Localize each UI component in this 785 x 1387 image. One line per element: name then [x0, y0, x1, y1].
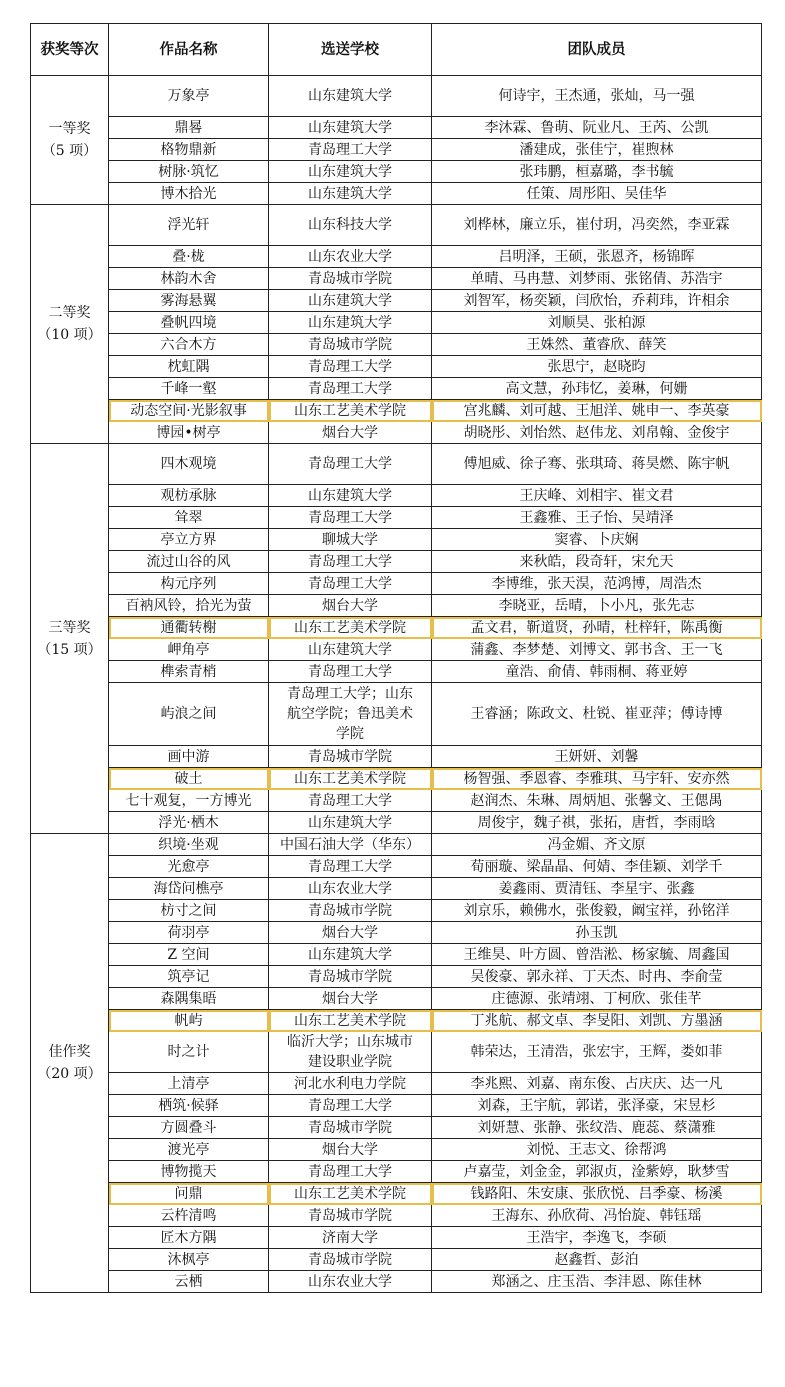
team-members-cell: 李兆熙、刘嘉、南东俊、占庆庆、达一凡	[432, 1073, 762, 1095]
award-level-count: （5 项）	[41, 143, 98, 159]
school-cell: 中国石油大学（华东）	[269, 834, 432, 856]
table-row	[31, 551, 762, 573]
team-members-cell: 卢嘉莹，刘金金，郭淑贞，淦紫婷，耿梦雪	[432, 1161, 762, 1183]
award-level-name: 三等奖	[48, 619, 91, 636]
work-name-cell: 千峰一壑	[109, 378, 269, 400]
school-cell: 山东农业大学	[269, 878, 432, 900]
team-members-cell: 刘桦林，廉立乐，崔付玥，冯奕然，李亚霖	[432, 205, 762, 246]
work-name-cell: 问鼎	[109, 1183, 269, 1205]
work-name-cell: 屿浪之间	[109, 683, 269, 746]
table-row	[31, 117, 762, 139]
school-cell: 青岛城市学院	[269, 900, 432, 922]
work-name-cell: 筑亭记	[109, 966, 269, 988]
school-cell: 青岛理工大学	[269, 507, 432, 529]
school-cell: 山东建筑大学	[269, 812, 432, 834]
school-line: 临沂大学；山东城市	[287, 1034, 413, 1050]
work-name-cell: 鼎晷	[109, 117, 269, 139]
table-row	[31, 812, 762, 834]
team-members-cell: 刘悦、王志文、徐帮鸿	[432, 1139, 762, 1161]
table-row	[31, 1249, 762, 1271]
team-members-cell: 王海东、孙欣荷、冯怡旋、韩钰瑶	[432, 1205, 762, 1227]
table-row	[31, 617, 762, 639]
award-level-name: 佳作奖	[48, 1044, 91, 1060]
school-cell: 青岛城市学院	[269, 1249, 432, 1271]
award-level-name: 二等奖	[48, 305, 91, 321]
team-members-cell: 张玮鹏，桓嘉璐，李书毓	[432, 161, 762, 183]
school-cell: 青岛理工大学	[269, 356, 432, 378]
work-name-cell: 云杵清鸣	[109, 1205, 269, 1227]
table-row	[31, 746, 762, 768]
team-members-cell: 赵润杰、朱琳、周炳旭、张馨文、王偲禺	[432, 790, 762, 812]
award-level-count: （10 项）	[37, 327, 102, 343]
school-cell: 烟台大学	[269, 988, 432, 1010]
work-name-cell: 林韵木舍	[109, 268, 269, 290]
school-line: 航空学院；鲁迅美术	[287, 706, 413, 722]
school-cell: 山东工艺美术学院	[269, 1010, 432, 1032]
school-cell: 山东工艺美术学院	[269, 617, 432, 639]
table-row	[31, 76, 762, 117]
team-members-cell: 宫兆麟、刘可越、王旭洋、姚申一、李英豪	[432, 400, 762, 422]
work-name-cell: 枕虹隅	[109, 356, 269, 378]
work-name-cell: 时之计	[109, 1032, 269, 1073]
work-name-cell: 动态空间·光影叙事	[109, 400, 269, 422]
work-name-cell: 四木观境	[109, 444, 269, 485]
table-row	[31, 595, 762, 617]
table-row	[31, 1073, 762, 1095]
school-cell: 青岛理工大学	[269, 139, 432, 161]
school-cell: 青岛城市学院	[269, 334, 432, 356]
team-members-cell: 吴俊豪、郭永祥、丁天杰、时冉、李俞莹	[432, 966, 762, 988]
school-cell: 山东建筑大学	[269, 639, 432, 661]
work-name-cell: 岬角亭	[109, 639, 269, 661]
work-name-cell: 上清亭	[109, 1073, 269, 1095]
school-cell: 山东建筑大学	[269, 944, 432, 966]
work-name-cell: Z 空间	[109, 944, 269, 966]
work-name-cell: 海岱问樵亭	[109, 878, 269, 900]
work-name-cell: 枋寸之间	[109, 900, 269, 922]
team-members-cell: 姜鑫雨、贾清钰、李星宇、张鑫	[432, 878, 762, 900]
team-members-cell: 王妍妍、刘馨	[432, 746, 762, 768]
table-row	[31, 400, 762, 422]
team-members-cell: 李沐霖、鲁萌、阮业凡、王芮、公凯	[432, 117, 762, 139]
school-cell: 山东建筑大学	[269, 290, 432, 312]
table-row	[31, 1161, 762, 1183]
table-row	[31, 485, 762, 507]
table-row	[31, 988, 762, 1010]
team-members-cell: 刘森，王宇航，郭诺，张泽豪，宋昱杉	[432, 1095, 762, 1117]
table-row	[31, 1183, 762, 1205]
work-name-cell: 栖筑·候驿	[109, 1095, 269, 1117]
school-cell: 聊城大学	[269, 529, 432, 551]
school-cell: 青岛理工大学	[269, 790, 432, 812]
school-cell: 青岛城市学院	[269, 746, 432, 768]
school-cell	[269, 683, 432, 746]
table-row	[31, 790, 762, 812]
team-members-cell: 孙玉凯	[432, 922, 762, 944]
school-cell: 山东农业大学	[269, 1271, 432, 1293]
header-school: 选送学校	[269, 24, 432, 76]
work-name-cell: 浮光·栖木	[109, 812, 269, 834]
team-members-cell: 王鑫雅、王子怡、吴靖泽	[432, 507, 762, 529]
school-cell: 青岛理工大学	[269, 1161, 432, 1183]
school-cell: 烟台大学	[269, 422, 432, 444]
table-row	[31, 639, 762, 661]
team-members-cell: 刘妍慧、张静、张纹浩、鹿蕊、蔡潇雅	[432, 1117, 762, 1139]
school-cell: 山东工艺美术学院	[269, 400, 432, 422]
school-cell: 济南大学	[269, 1227, 432, 1249]
school-line: 学院	[336, 726, 364, 742]
work-name-cell: 构元序列	[109, 573, 269, 595]
team-members-cell: 荀丽璇、梁晶晶、何婧、李佳颖、刘学千	[432, 856, 762, 878]
table-row	[31, 529, 762, 551]
school-line: 建设职业学院	[308, 1054, 392, 1070]
table-row	[31, 1032, 762, 1073]
team-members-cell: 钱路阳、朱安康、张欣悦、吕季豪、杨溪	[432, 1183, 762, 1205]
school-cell: 青岛理工大学	[269, 551, 432, 573]
team-members-cell: 刘京乐，赖佛水，张俊毅，阚宝祥，孙铭洋	[432, 900, 762, 922]
work-name-cell: 榫索青梢	[109, 661, 269, 683]
table-row	[31, 1227, 762, 1249]
school-cell: 青岛城市学院	[269, 1205, 432, 1227]
table-row	[31, 661, 762, 683]
award-level-cell	[31, 76, 109, 205]
work-name-cell: 方圆叠斗	[109, 1117, 269, 1139]
work-name-cell: 沐枫亭	[109, 1249, 269, 1271]
work-name-cell: 博木拾光	[109, 183, 269, 205]
school-cell: 青岛理工大学	[269, 573, 432, 595]
team-members-cell: 周俊宇，魏子祺，张拓，唐哲，李雨晗	[432, 812, 762, 834]
work-name-cell: 万象亭	[109, 76, 269, 117]
table-row	[31, 573, 762, 595]
table-row	[31, 444, 762, 485]
table-row	[31, 507, 762, 529]
table-row	[31, 312, 762, 334]
work-name-cell: 耸翠	[109, 507, 269, 529]
work-name-cell: 流过山谷的风	[109, 551, 269, 573]
table-row	[31, 683, 762, 746]
team-members-cell: 刘顺昊、张柏源	[432, 312, 762, 334]
team-members-cell: 单晴、马冉慧、刘梦雨、张铭倩、苏浩宇	[432, 268, 762, 290]
table-row	[31, 161, 762, 183]
school-cell: 山东工艺美术学院	[269, 768, 432, 790]
team-members-cell: 赵鑫哲、彭泊	[432, 1249, 762, 1271]
header-work: 作品名称	[109, 24, 269, 76]
school-line: 青岛理工大学；山东	[287, 686, 413, 702]
work-name-cell: 画中游	[109, 746, 269, 768]
team-members-cell: 窦睿、卜庆娴	[432, 529, 762, 551]
work-name-cell: 亭立方界	[109, 529, 269, 551]
work-name-cell: 森隅集晤	[109, 988, 269, 1010]
work-name-cell: 光愈亭	[109, 856, 269, 878]
work-name-cell: 七十观复，一方博光	[109, 790, 269, 812]
team-members-cell: 高文慧，孙玮忆，姜琳，何姗	[432, 378, 762, 400]
table-row	[31, 1095, 762, 1117]
school-cell: 山东建筑大学	[269, 312, 432, 334]
table-row	[31, 944, 762, 966]
work-name-cell: 观枋承脉	[109, 485, 269, 507]
work-name-cell: 帆屿	[109, 1010, 269, 1032]
table-row	[31, 966, 762, 988]
work-name-cell: 博物揽天	[109, 1161, 269, 1183]
team-members-cell: 吕明泽，王硕，张恩齐，杨锦晖	[432, 246, 762, 268]
work-name-cell: 匠木方隅	[109, 1227, 269, 1249]
school-cell: 山东建筑大学	[269, 485, 432, 507]
school-cell: 山东建筑大学	[269, 183, 432, 205]
table-row	[31, 290, 762, 312]
team-members-cell: 童浩、俞倩、韩雨桐、蒋亚婷	[432, 661, 762, 683]
team-members-cell: 李晓亚，岳晴，卜小凡，张先志	[432, 595, 762, 617]
team-members-cell: 来秋皓，段奇轩，宋允天	[432, 551, 762, 573]
table-row	[31, 139, 762, 161]
header-award: 获奖等次	[31, 24, 109, 76]
school-cell: 青岛城市学院	[269, 268, 432, 290]
table-row	[31, 834, 762, 856]
table-row	[31, 1117, 762, 1139]
work-name-cell: 云栖	[109, 1271, 269, 1293]
work-name-cell: 叠·栊	[109, 246, 269, 268]
team-members-cell: 郑涵之、庄玉浩、李沣恩、陈佳林	[432, 1271, 762, 1293]
team-members-cell: 胡晓彤、刘怡然、赵伟龙、刘帛翰、金俊宇	[432, 422, 762, 444]
team-members-cell: 王维昊、叶方圆、曾浩淞、杨家毓、周鑫国	[432, 944, 762, 966]
team-members-cell: 傅旭威、徐子骞、张琪琦、蒋昊燃、陈宇帆	[432, 444, 762, 485]
table-row	[31, 768, 762, 790]
table-row	[31, 1271, 762, 1293]
school-cell: 烟台大学	[269, 1139, 432, 1161]
table-row	[31, 205, 762, 246]
school-cell: 山东农业大学	[269, 246, 432, 268]
work-name-cell: 通衢转榭	[109, 617, 269, 639]
team-members-cell: 冯金媚、齐文原	[432, 834, 762, 856]
team-members-cell: 孟文君，靳道贤，孙晴，杜梓轩，陈禹衡	[432, 617, 762, 639]
work-name-cell: 渡光亭	[109, 1139, 269, 1161]
team-members-cell: 王浩宇，李逸飞，李硕	[432, 1227, 762, 1249]
work-name-cell: 织境·坐观	[109, 834, 269, 856]
team-members-cell: 何诗宇，王杰通，张灿，马一强	[432, 76, 762, 117]
header-team: 团队成员	[432, 24, 762, 76]
award-level-cell	[31, 205, 109, 444]
school-cell: 青岛理工大学	[269, 444, 432, 485]
table-row	[31, 334, 762, 356]
school-cell: 山东工艺美术学院	[269, 1183, 432, 1205]
team-members-cell: 任策、周彤阳、吴佳华	[432, 183, 762, 205]
school-cell: 青岛城市学院	[269, 1117, 432, 1139]
award-level-name: 一等奖	[48, 121, 91, 137]
school-cell: 山东建筑大学	[269, 117, 432, 139]
team-members-cell: 庄德源、张靖翊、丁柯欣、张佳芊	[432, 988, 762, 1010]
table-row	[31, 356, 762, 378]
table-row	[31, 856, 762, 878]
team-members-cell: 张思宁，赵晓昀	[432, 356, 762, 378]
table-row	[31, 246, 762, 268]
work-name-cell: 六合木方	[109, 334, 269, 356]
award-table	[30, 23, 762, 1293]
school-cell: 山东建筑大学	[269, 76, 432, 117]
school-cell: 山东科技大学	[269, 205, 432, 246]
work-name-cell: 浮光轩	[109, 205, 269, 246]
team-members-cell: 李博维，张天淏，范鸿博，周浩杰	[432, 573, 762, 595]
table-row	[31, 1139, 762, 1161]
school-cell: 青岛理工大学	[269, 1095, 432, 1117]
school-cell: 河北水利电力学院	[269, 1073, 432, 1095]
school-cell	[269, 1032, 432, 1073]
school-cell: 烟台大学	[269, 595, 432, 617]
table-row	[31, 1205, 762, 1227]
table-row	[31, 268, 762, 290]
award-table-body	[31, 76, 762, 1293]
table-row	[31, 378, 762, 400]
table-row	[31, 1010, 762, 1032]
school-cell: 山东建筑大学	[269, 161, 432, 183]
award-level-cell	[31, 834, 109, 1293]
work-name-cell: 博园•树亭	[109, 422, 269, 444]
header-row	[31, 24, 762, 76]
school-cell: 青岛理工大学	[269, 856, 432, 878]
table-row	[31, 183, 762, 205]
team-members-cell: 韩荣达，王清浩，张宏宇，王辉，娄如菲	[432, 1032, 762, 1073]
school-cell: 青岛理工大学	[269, 661, 432, 683]
work-name-cell: 荷羽亭	[109, 922, 269, 944]
team-members-cell: 丁兆航、郝文卓、李旻阳、刘凯、方墨涵	[432, 1010, 762, 1032]
work-name-cell: 破土	[109, 768, 269, 790]
team-members-cell: 蒲鑫、李梦楚、刘博文、郭书含、王一飞	[432, 639, 762, 661]
school-cell: 青岛理工大学	[269, 378, 432, 400]
award-level-count: （15 项）	[37, 641, 102, 658]
table-row	[31, 878, 762, 900]
work-name-cell: 树脉·筑忆	[109, 161, 269, 183]
work-name-cell: 叠帆四境	[109, 312, 269, 334]
team-members-cell: 王睿涵；陈政文、杜锐、崔亚萍；傅诗博	[432, 683, 762, 746]
work-name-cell: 格物鼎新	[109, 139, 269, 161]
team-members-cell: 王庆峰、刘相宇、崔文君	[432, 485, 762, 507]
award-level-cell	[31, 444, 109, 834]
work-name-cell: 雾海悬翼	[109, 290, 269, 312]
table-row	[31, 422, 762, 444]
work-name-cell: 百衲风铃，拾光为萤	[109, 595, 269, 617]
table-row	[31, 922, 762, 944]
table-row	[31, 900, 762, 922]
team-members-cell: 杨智强、季恩睿、李雅琪、马宇轩、安亦然	[432, 768, 762, 790]
team-members-cell: 潘建成，张佳宁，崔煦林	[432, 139, 762, 161]
school-cell: 烟台大学	[269, 922, 432, 944]
award-level-count: （20 项）	[37, 1066, 102, 1082]
team-members-cell: 刘智军，杨奕颖，闫欣怡，乔莉玮，许相余	[432, 290, 762, 312]
team-members-cell: 王姝然、董睿欣、薛笑	[432, 334, 762, 356]
school-cell: 青岛城市学院	[269, 966, 432, 988]
